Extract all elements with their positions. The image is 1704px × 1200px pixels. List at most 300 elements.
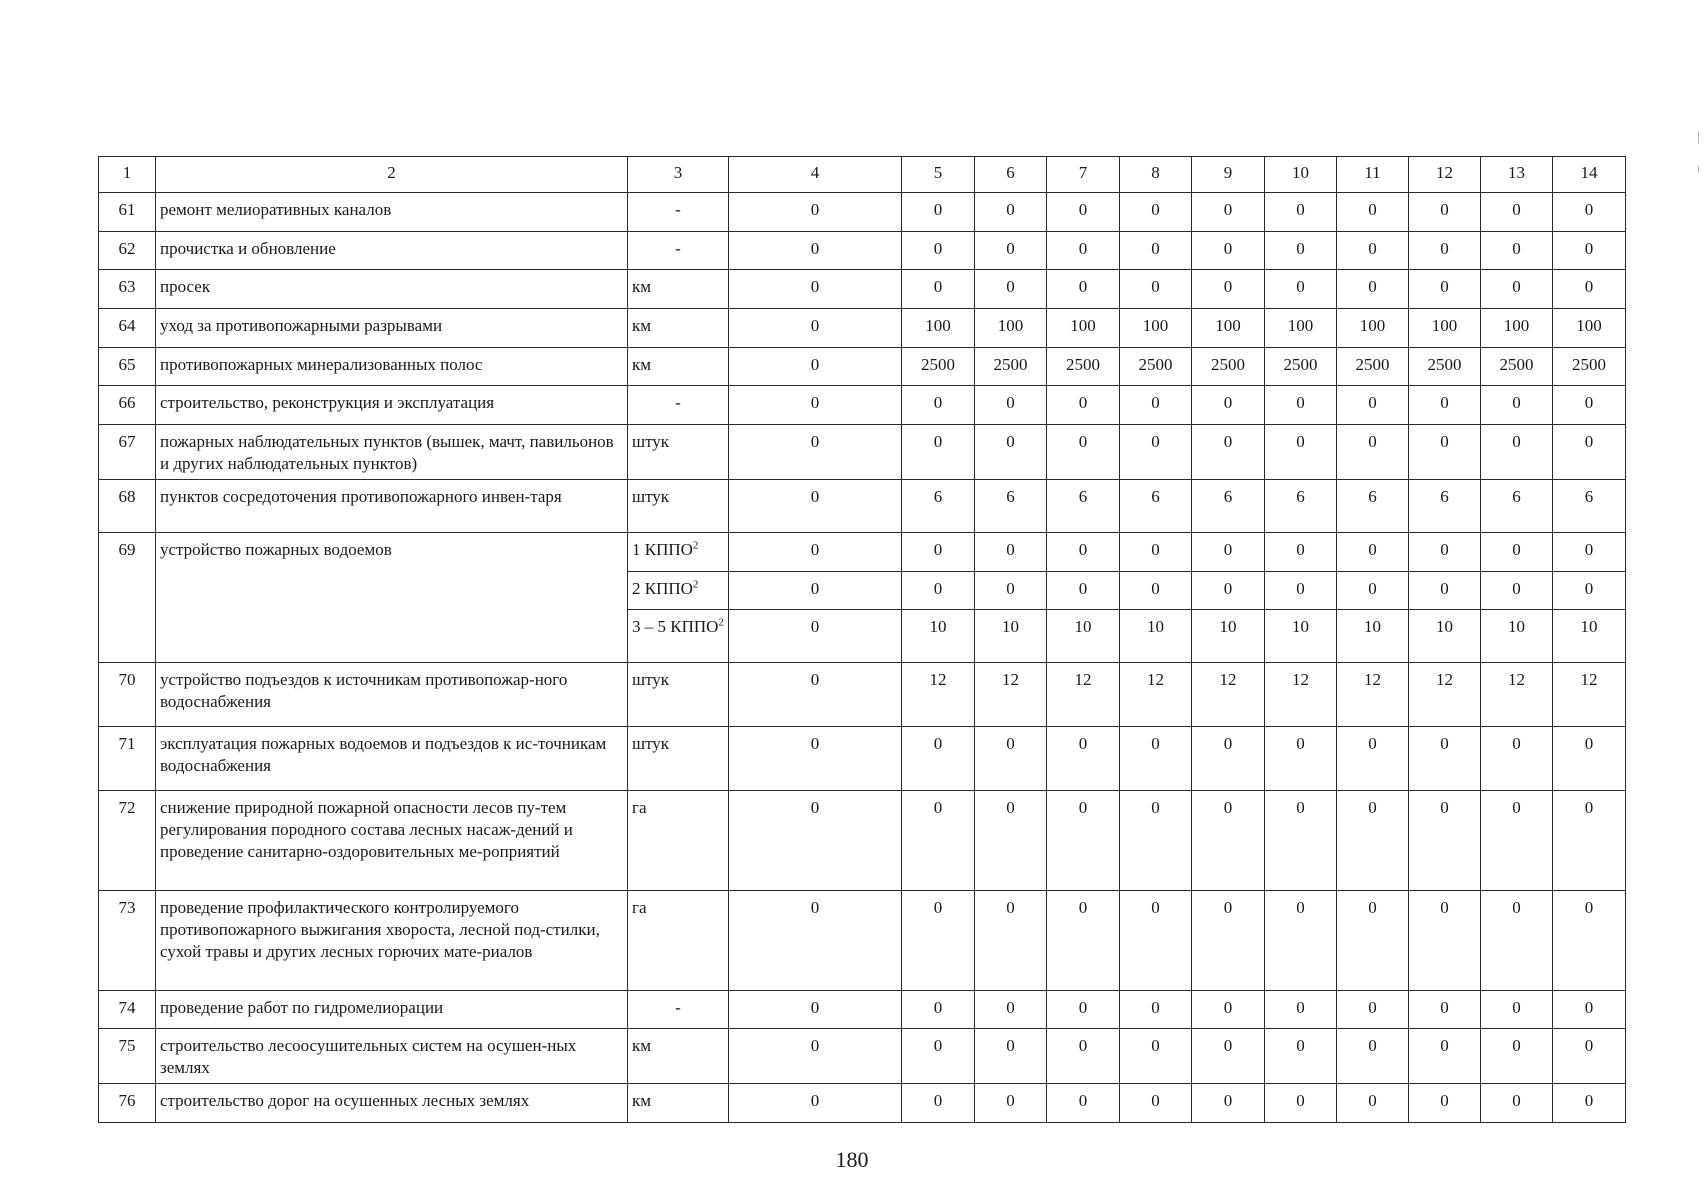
value-cell: 0: [1047, 533, 1120, 572]
value-cell: 0: [1553, 193, 1626, 232]
value-cell: 2500: [1265, 348, 1337, 386]
value-cell: 0: [902, 425, 975, 480]
value-cell: 0: [1409, 386, 1481, 425]
value-cell: 0: [1120, 791, 1192, 891]
unit-cell: [628, 1084, 729, 1123]
value-cell: 0: [902, 386, 975, 425]
value-cell: 0: [729, 572, 902, 610]
value-cell: 0: [1047, 727, 1120, 791]
unit-cell: [628, 270, 729, 309]
column-header: 3: [628, 157, 729, 193]
value-cell: 0: [1409, 232, 1481, 270]
value-cell: 10: [1337, 610, 1409, 663]
unit-footnote-marker: 2: [692, 539, 699, 552]
value-cell: 12: [1481, 663, 1553, 727]
value-cell: 0: [1337, 1029, 1409, 1084]
table-row: [99, 386, 1626, 425]
value-cell: 0: [1481, 1084, 1553, 1123]
row-number: 72: [99, 791, 156, 891]
activity-name: просек: [156, 270, 628, 309]
value-cell: 10: [1192, 610, 1265, 663]
value-cell: 2500: [902, 348, 975, 386]
value-cell: 0: [1120, 572, 1192, 610]
value-cell: 6: [1481, 480, 1553, 533]
table-row: [99, 425, 1626, 480]
value-cell: 0: [1192, 1029, 1265, 1084]
value-cell: 10: [902, 610, 975, 663]
unit-text: -: [675, 393, 681, 412]
value-cell: 0: [1409, 533, 1481, 572]
value-cell: 0: [975, 270, 1047, 309]
value-cell: 0: [1553, 891, 1626, 991]
value-cell: 0: [1265, 1084, 1337, 1123]
data-table-container: [98, 156, 1624, 1123]
value-cell: 0: [975, 232, 1047, 270]
column-header: 6: [975, 157, 1047, 193]
unit-text: га: [632, 798, 647, 817]
value-cell: 0: [902, 991, 975, 1029]
activity-name: снижение природной пожарной опасности лесов пу-тем регулирования породного состава лесных насаж-дений и проведение санитарно-оздоровительных ме-роприятий: [156, 791, 628, 891]
value-cell: 0: [902, 1029, 975, 1084]
value-cell: 0: [729, 791, 902, 891]
scan-edge-mark: [1698, 166, 1703, 172]
value-cell: 6: [1047, 480, 1120, 533]
activity-name: проведение работ по гидромелиорации: [156, 991, 628, 1029]
value-cell: 0: [1047, 270, 1120, 309]
value-cell: 0: [1265, 232, 1337, 270]
value-cell: 6: [1409, 480, 1481, 533]
table-row: [99, 193, 1626, 232]
value-cell: 0: [1265, 791, 1337, 891]
value-cell: 0: [975, 533, 1047, 572]
value-cell: 0: [1120, 991, 1192, 1029]
value-cell: 0: [1265, 425, 1337, 480]
value-cell: 0: [1192, 727, 1265, 791]
column-header: 2: [156, 157, 628, 193]
value-cell: 0: [729, 480, 902, 533]
value-cell: 100: [975, 309, 1047, 348]
row-number: 65: [99, 348, 156, 386]
value-cell: 0: [1047, 386, 1120, 425]
activity-name: прочистка и обновление: [156, 232, 628, 270]
value-cell: 2500: [1047, 348, 1120, 386]
value-cell: 0: [1337, 1084, 1409, 1123]
row-number: 63: [99, 270, 156, 309]
value-cell: 0: [1337, 425, 1409, 480]
value-cell: 0: [1120, 270, 1192, 309]
value-cell: 0: [729, 232, 902, 270]
value-cell: 0: [902, 791, 975, 891]
unit-footnote-marker: 2: [718, 616, 724, 629]
value-cell: 0: [902, 727, 975, 791]
table-row: [99, 727, 1626, 791]
value-cell: 0: [975, 1084, 1047, 1123]
value-cell: 6: [1265, 480, 1337, 533]
value-cell: 0: [1337, 891, 1409, 991]
value-cell: 0: [1481, 891, 1553, 991]
activity-name: устройство подъездов к источникам противопожар-ного водоснабжения: [156, 663, 628, 727]
data-table: [98, 156, 1626, 1123]
value-cell: 0: [1120, 425, 1192, 480]
table-header-row: [99, 157, 1626, 193]
value-cell: 0: [1553, 991, 1626, 1029]
column-header: 11: [1337, 157, 1409, 193]
value-cell: 100: [1047, 309, 1120, 348]
value-cell: 12: [1409, 663, 1481, 727]
value-cell: 0: [729, 727, 902, 791]
value-cell: 10: [1120, 610, 1192, 663]
unit-cell: [628, 610, 729, 663]
value-cell: 0: [902, 270, 975, 309]
value-cell: 100: [1553, 309, 1626, 348]
value-cell: 0: [1481, 425, 1553, 480]
value-cell: 0: [1553, 1084, 1626, 1123]
value-cell: 0: [1481, 193, 1553, 232]
value-cell: 0: [1120, 193, 1192, 232]
value-cell: 0: [1481, 232, 1553, 270]
column-header: 4: [729, 157, 902, 193]
value-cell: 0: [1047, 791, 1120, 891]
value-cell: 0: [975, 386, 1047, 425]
activity-name: строительство, реконструкция и эксплуатация: [156, 386, 628, 425]
value-cell: 0: [902, 572, 975, 610]
value-cell: 0: [975, 1029, 1047, 1084]
value-cell: 0: [729, 663, 902, 727]
value-cell: 0: [1337, 232, 1409, 270]
value-cell: 0: [975, 791, 1047, 891]
activity-name: пожарных наблюдательных пунктов (вышек, мачт, павильонов и других наблюдательных пунктов): [156, 425, 628, 480]
value-cell: 12: [1337, 663, 1409, 727]
value-cell: 0: [1553, 1029, 1626, 1084]
unit-cell: [628, 386, 729, 425]
value-cell: 100: [1120, 309, 1192, 348]
value-cell: 0: [1481, 270, 1553, 309]
value-cell: 2500: [1337, 348, 1409, 386]
value-cell: 0: [1192, 425, 1265, 480]
unit-text: 3 – 5 КППО: [632, 617, 719, 636]
activity-name: пунктов сосредоточения противопожарного инвен-таря: [156, 480, 628, 533]
value-cell: 0: [1192, 891, 1265, 991]
value-cell: 0: [1481, 533, 1553, 572]
value-cell: 0: [1265, 533, 1337, 572]
value-cell: 0: [1481, 1029, 1553, 1084]
value-cell: 0: [729, 309, 902, 348]
unit-cell: [628, 232, 729, 270]
value-cell: 0: [1120, 386, 1192, 425]
value-cell: 0: [729, 891, 902, 991]
value-cell: 0: [1265, 193, 1337, 232]
table-row: [99, 309, 1626, 348]
unit-text: км: [632, 1036, 652, 1055]
table-row: [99, 991, 1626, 1029]
value-cell: 0: [1265, 991, 1337, 1029]
value-cell: 6: [975, 480, 1047, 533]
value-cell: 2500: [1192, 348, 1265, 386]
value-cell: 12: [902, 663, 975, 727]
value-cell: 0: [1047, 193, 1120, 232]
value-cell: 6: [1192, 480, 1265, 533]
value-cell: 100: [1409, 309, 1481, 348]
value-cell: 0: [1409, 891, 1481, 991]
scan-edge-mark: [1698, 132, 1703, 144]
value-cell: 0: [1409, 991, 1481, 1029]
unit-text: штук: [632, 734, 670, 753]
value-cell: 10: [975, 610, 1047, 663]
column-header: 5: [902, 157, 975, 193]
value-cell: 0: [1120, 533, 1192, 572]
value-cell: 100: [1265, 309, 1337, 348]
unit-text: штук: [632, 432, 670, 451]
value-cell: 0: [1481, 791, 1553, 891]
unit-cell: [628, 193, 729, 232]
value-cell: 0: [1120, 891, 1192, 991]
unit-text: -: [675, 200, 681, 219]
value-cell: 0: [1047, 891, 1120, 991]
row-number: 73: [99, 891, 156, 991]
value-cell: 0: [1409, 1084, 1481, 1123]
row-number: 69: [99, 533, 156, 663]
value-cell: 0: [729, 533, 902, 572]
value-cell: 0: [1337, 991, 1409, 1029]
value-cell: 10: [1553, 610, 1626, 663]
value-cell: 0: [1409, 727, 1481, 791]
value-cell: 10: [1481, 610, 1553, 663]
unit-cell: [628, 572, 729, 610]
value-cell: 100: [1337, 309, 1409, 348]
activity-name: устройство пожарных водоемов: [156, 533, 628, 663]
unit-cell: [628, 991, 729, 1029]
unit-text: 2 КППО: [632, 579, 693, 598]
row-number: 70: [99, 663, 156, 727]
unit-cell: [628, 309, 729, 348]
unit-text: -: [675, 239, 681, 258]
column-header: 1: [99, 157, 156, 193]
value-cell: 0: [1553, 533, 1626, 572]
activity-name: ремонт мелиоративных каналов: [156, 193, 628, 232]
unit-text: 1 КППО: [632, 540, 693, 559]
value-cell: 0: [1047, 1084, 1120, 1123]
value-cell: 0: [902, 193, 975, 232]
unit-text: км: [632, 277, 652, 296]
unit-cell: [628, 791, 729, 891]
value-cell: 0: [1192, 1084, 1265, 1123]
value-cell: 0: [975, 572, 1047, 610]
value-cell: 0: [1337, 572, 1409, 610]
value-cell: 2500: [1481, 348, 1553, 386]
activity-name: уход за противопожарными разрывами: [156, 309, 628, 348]
value-cell: 0: [1553, 572, 1626, 610]
value-cell: 2500: [1409, 348, 1481, 386]
value-cell: 0: [902, 891, 975, 991]
column-header: 9: [1192, 157, 1265, 193]
value-cell: 0: [729, 193, 902, 232]
column-header: 13: [1481, 157, 1553, 193]
unit-cell: [628, 891, 729, 991]
activity-name: проведение профилактического контролируемого противопожарного выжигания хвороста, лесной под-стилки, сухой травы и других лесных горючих мате-риалов: [156, 891, 628, 991]
value-cell: 0: [902, 232, 975, 270]
value-cell: 0: [1337, 193, 1409, 232]
unit-cell: [628, 663, 729, 727]
value-cell: 0: [1337, 386, 1409, 425]
value-cell: 0: [1481, 386, 1553, 425]
value-cell: 0: [1265, 1029, 1337, 1084]
value-cell: 0: [1481, 727, 1553, 791]
value-cell: 10: [1265, 610, 1337, 663]
unit-text: км: [632, 355, 652, 374]
row-number: 62: [99, 232, 156, 270]
value-cell: 0: [729, 348, 902, 386]
value-cell: 0: [1047, 1029, 1120, 1084]
unit-cell: [628, 727, 729, 791]
value-cell: 0: [1553, 270, 1626, 309]
value-cell: 100: [1192, 309, 1265, 348]
column-header: 12: [1409, 157, 1481, 193]
unit-text: км: [632, 1091, 652, 1110]
value-cell: 0: [975, 193, 1047, 232]
table-row: [99, 348, 1626, 386]
value-cell: 0: [1265, 270, 1337, 309]
value-cell: 0: [729, 1029, 902, 1084]
table-row: [99, 891, 1626, 991]
unit-cell: [628, 480, 729, 533]
value-cell: 0: [1192, 791, 1265, 891]
value-cell: 0: [1337, 727, 1409, 791]
value-cell: 0: [1047, 425, 1120, 480]
value-cell: 0: [1553, 727, 1626, 791]
row-number: 75: [99, 1029, 156, 1084]
value-cell: 12: [1120, 663, 1192, 727]
row-number: 76: [99, 1084, 156, 1123]
value-cell: 0: [1192, 386, 1265, 425]
value-cell: 0: [1409, 791, 1481, 891]
value-cell: 0: [1337, 533, 1409, 572]
value-cell: 0: [1120, 1084, 1192, 1123]
value-cell: 0: [902, 1084, 975, 1123]
value-cell: 0: [975, 891, 1047, 991]
unit-text: -: [675, 998, 681, 1017]
value-cell: 6: [1337, 480, 1409, 533]
page-number: 180: [835, 1147, 869, 1172]
value-cell: 0: [1192, 991, 1265, 1029]
row-number: 64: [99, 309, 156, 348]
value-cell: 2500: [975, 348, 1047, 386]
unit-text: га: [632, 898, 647, 917]
unit-cell: [628, 1029, 729, 1084]
unit-footnote-marker: 2: [692, 578, 699, 591]
value-cell: 0: [1120, 232, 1192, 270]
table-row: [99, 791, 1626, 891]
value-cell: 0: [1265, 572, 1337, 610]
value-cell: 6: [1120, 480, 1192, 533]
value-cell: 0: [1409, 572, 1481, 610]
unit-text: км: [632, 316, 652, 335]
table-row: [99, 533, 1626, 572]
value-cell: 0: [1337, 270, 1409, 309]
value-cell: 0: [1409, 270, 1481, 309]
unit-text: штук: [632, 487, 670, 506]
value-cell: 12: [1047, 663, 1120, 727]
value-cell: 0: [1192, 232, 1265, 270]
value-cell: 0: [1192, 572, 1265, 610]
value-cell: 12: [1553, 663, 1626, 727]
value-cell: 0: [729, 386, 902, 425]
value-cell: 0: [1120, 727, 1192, 791]
value-cell: 0: [1265, 386, 1337, 425]
column-header: 10: [1265, 157, 1337, 193]
unit-cell: [628, 348, 729, 386]
value-cell: 0: [729, 610, 902, 663]
row-number: 66: [99, 386, 156, 425]
unit-text: штук: [632, 670, 670, 689]
value-cell: 0: [1481, 572, 1553, 610]
value-cell: 0: [975, 727, 1047, 791]
table-row: [99, 1084, 1626, 1123]
value-cell: 100: [1481, 309, 1553, 348]
table-row: [99, 270, 1626, 309]
value-cell: 12: [975, 663, 1047, 727]
column-header: 8: [1120, 157, 1192, 193]
value-cell: 0: [1047, 232, 1120, 270]
value-cell: 0: [1553, 791, 1626, 891]
activity-name: эксплуатация пожарных водоемов и подъездов к ис-точникам водоснабжения: [156, 727, 628, 791]
row-number: 74: [99, 991, 156, 1029]
value-cell: 12: [1265, 663, 1337, 727]
value-cell: 0: [1047, 991, 1120, 1029]
unit-cell: [628, 425, 729, 480]
value-cell: 0: [1553, 386, 1626, 425]
row-number: 68: [99, 480, 156, 533]
value-cell: 0: [1337, 791, 1409, 891]
value-cell: 0: [1409, 1029, 1481, 1084]
value-cell: 0: [1265, 891, 1337, 991]
value-cell: 0: [1047, 572, 1120, 610]
value-cell: 0: [1481, 991, 1553, 1029]
activity-name: строительство лесоосушительных систем на осушен-ных землях: [156, 1029, 628, 1084]
activity-name: противопожарных минерализованных полос: [156, 348, 628, 386]
table-row: [99, 1029, 1626, 1084]
value-cell: 0: [1120, 1029, 1192, 1084]
table-row: [99, 232, 1626, 270]
value-cell: 0: [1409, 193, 1481, 232]
table-row: [99, 480, 1626, 533]
value-cell: 0: [1553, 425, 1626, 480]
column-header: 14: [1553, 157, 1626, 193]
row-number: 67: [99, 425, 156, 480]
row-number: 61: [99, 193, 156, 232]
value-cell: 12: [1192, 663, 1265, 727]
value-cell: 0: [1192, 193, 1265, 232]
value-cell: 0: [729, 270, 902, 309]
table-row: [99, 663, 1626, 727]
value-cell: 0: [1265, 727, 1337, 791]
value-cell: 0: [1192, 533, 1265, 572]
unit-cell: [628, 533, 729, 572]
value-cell: 0: [729, 1084, 902, 1123]
value-cell: 0: [1192, 270, 1265, 309]
value-cell: 0: [1553, 232, 1626, 270]
value-cell: 10: [1047, 610, 1120, 663]
value-cell: 6: [902, 480, 975, 533]
value-cell: 10: [1409, 610, 1481, 663]
value-cell: 100: [902, 309, 975, 348]
column-header: 7: [1047, 157, 1120, 193]
value-cell: 0: [902, 533, 975, 572]
value-cell: 0: [729, 991, 902, 1029]
value-cell: 0: [729, 425, 902, 480]
value-cell: 6: [1553, 480, 1626, 533]
value-cell: 2500: [1120, 348, 1192, 386]
activity-name: строительство дорог на осушенных лесных землях: [156, 1084, 628, 1123]
